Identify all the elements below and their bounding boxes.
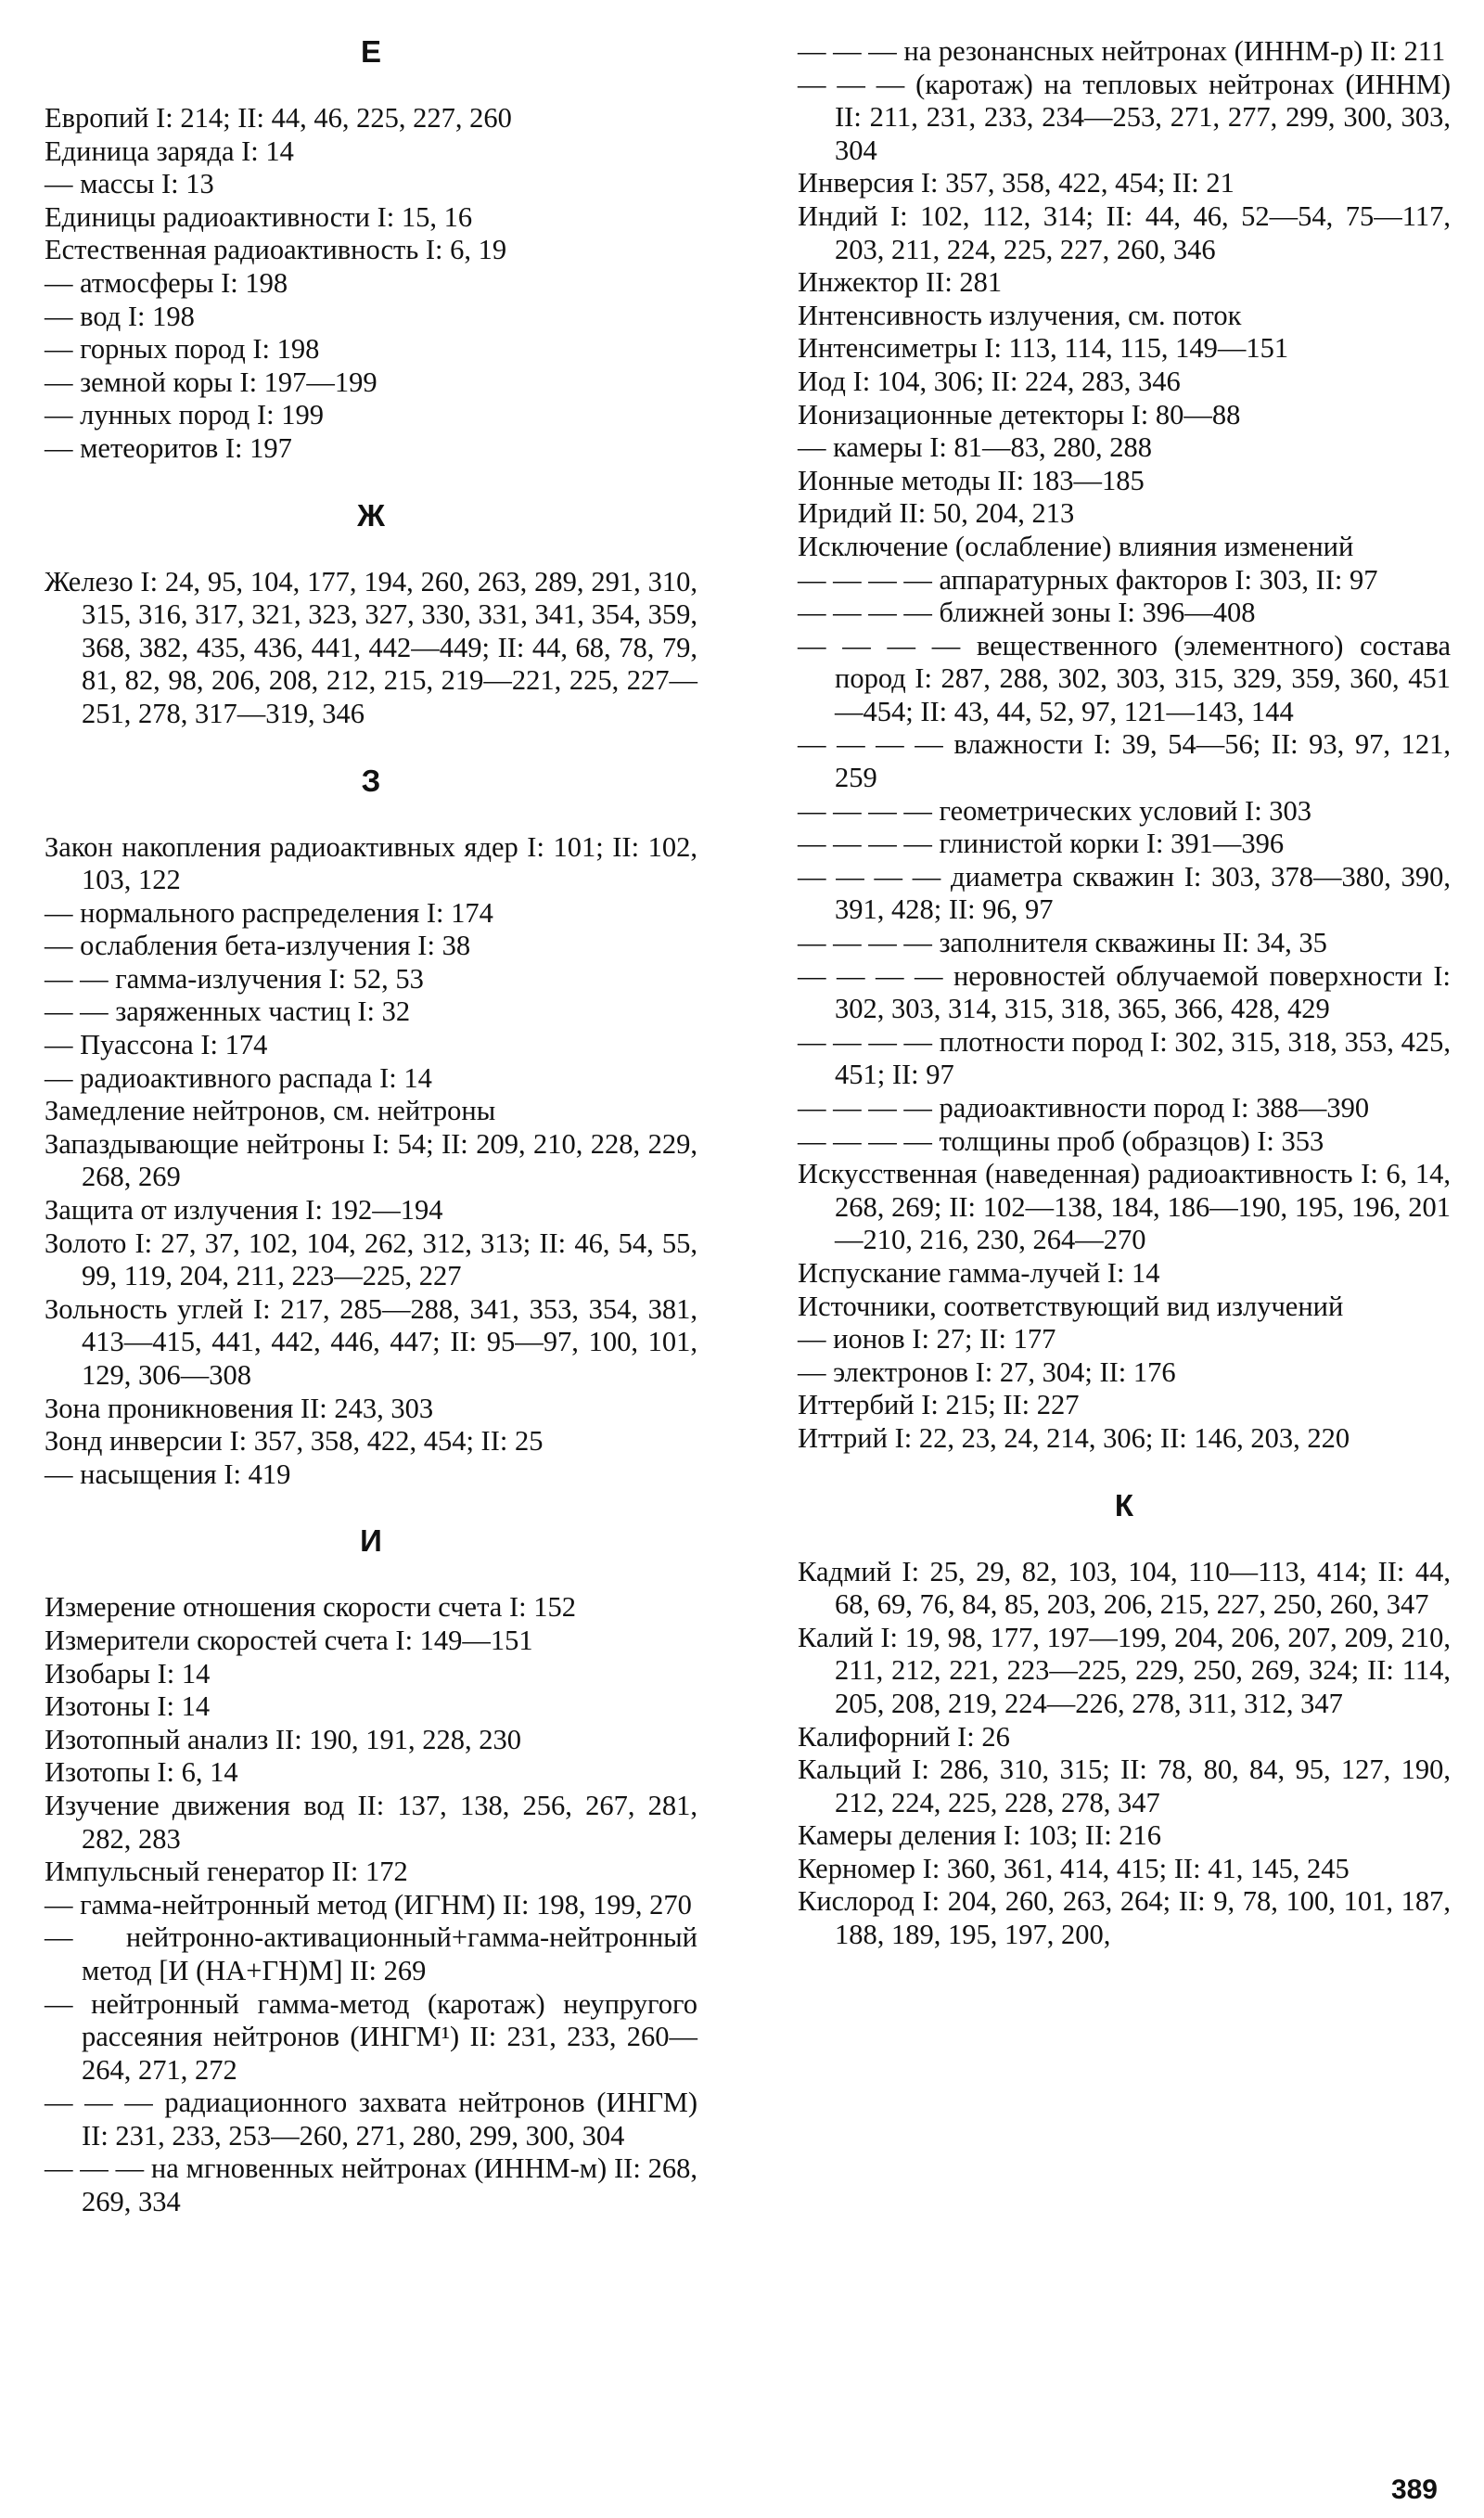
index-entry: Испускание гамма-лучей I: 14: [798, 1256, 1160, 1289]
index-entry: Зонд инверсии I: 357, 358, 422, 454; II: 25: [45, 1425, 544, 1458]
index-entry: — — — на резонансных нейтронах (ИННМ-р) II: 211: [798, 35, 1446, 67]
index-entry: Интенсиметры I: 113, 114, 115, 149—151: [798, 332, 1289, 365]
index-entry: — — гамма-излучения I: 52, 53: [45, 962, 424, 995]
index-entry: Индий I: 102, 112, 314; II: 44, 46, 52—54, 75—117, 203, 211, 224, 225, 227, 260, 346: [798, 199, 1451, 265]
index-entry: Измерение отношения скорости счета I: 152: [45, 1591, 576, 1624]
index-entry: Зона проникновения II: 243, 303: [45, 1392, 434, 1424]
index-entry: Зольность углей I: 217, 285—288, 341, 353, 354, 381, 413—415, 441, 442, 446, 447; II: 95—97, 100, 101, 129, 306—308: [45, 1292, 697, 1391]
index-entry: Кислород I: 204, 260, 263, 264; II: 9, 78, 100, 101, 187, 188, 189, 195, 197, 200,: [798, 1885, 1451, 1951]
index-entry: Импульсный генератор II: 172: [45, 1856, 408, 1888]
index-entry: — массы I: 13: [45, 168, 214, 200]
index-entry: Керномер I: 360, 361, 414, 415; II: 41, 145, 245: [798, 1852, 1350, 1884]
page-number: 389: [1390, 2474, 1438, 2505]
index-entry: — — — — вещественного (элементного) состава пород I: 287, 288, 302, 303, 315, 329, 359, 360, 451—454; II: 43, 44, 52, 97, 121—143, 144: [798, 629, 1451, 727]
index-entry: Инверсия I: 357, 358, 422, 454; II: 21: [798, 167, 1235, 199]
index-entry: Изобары I: 14: [45, 1657, 211, 1689]
index-entry: — радиоактивного распада I: 14: [45, 1061, 432, 1094]
index-entry: — — — — неровностей облучаемой поверхности I: 302, 303, 314, 315, 318, 365, 366, 428, 429: [798, 959, 1451, 1025]
index-entry: — — — — диаметра скважин I: 303, 378—380, 390, 391, 428; II: 96, 97: [798, 860, 1451, 926]
index-entry: — земной коры I: 197—199: [45, 366, 377, 398]
index-entry: — — — — радиоактивности пород I: 388—390: [798, 1092, 1370, 1124]
index-entry: — нейтронно-активационный+гамма-нейтронный метод [И (НА+ГН)М] II: 269: [45, 1921, 697, 1986]
left-column: [45, 35, 697, 2219]
index-entry: Изотоны I: 14: [45, 1690, 211, 1723]
index-entry: — — — (каротаж) на тепловых нейтронах (ИННМ) II: 211, 231, 233, 234—253, 271, 277, 299, 300, 303, 304: [798, 68, 1451, 166]
index-entry: Единицы радиоактивности I: 15, 16: [45, 200, 473, 233]
section-letter-heading: К: [1114, 1487, 1134, 1522]
index-entry: — — — — аппаратурных факторов I: 303, II: 97: [798, 563, 1378, 596]
index-entry: — вод I: 198: [45, 300, 195, 332]
index-entry: — атмосферы I: 198: [45, 266, 288, 299]
index-entry: Кальций I: 286, 310, 315; II: 78, 80, 84, 95, 127, 190, 212, 224, 225, 228, 278, 347: [798, 1754, 1451, 1818]
index-entry: Измерители скоростей счета I: 149—151: [45, 1624, 533, 1656]
index-entry: — электронов I: 27, 304; II: 176: [798, 1355, 1176, 1388]
index-entry: Запаздывающие нейтроны I: 54; II: 209, 210, 228, 229, 268, 269: [45, 1127, 697, 1193]
section-letter-heading: З: [361, 763, 381, 798]
index-entry: Замедление нейтронов, см. нейтроны: [45, 1095, 496, 1127]
index-entry: Источники, соответствующий вид излучений: [798, 1290, 1344, 1322]
index-entry: — Пуассона I: 174: [45, 1029, 268, 1061]
index-entry: — нейтронный гамма-метод (каротаж) неупругого рассеяния нейтронов (ИНГМ¹) II: 231, 233, 260—264, 271, 272: [45, 1987, 697, 2086]
index-entry: Ионные методы II: 183—185: [798, 464, 1145, 496]
index-entry: Золото I: 27, 37, 102, 104, 262, 312, 313; II: 46, 54, 55, 99, 119, 204, 211, 223—225, 227: [45, 1227, 697, 1292]
index-entry: — ионов I: 27; II: 177: [798, 1323, 1056, 1355]
index-entry: Калифорний I: 26: [798, 1720, 1010, 1753]
index-entry: Иридий II: 50, 204, 213: [798, 497, 1075, 530]
index-entry: Европий I: 214; II: 44, 46, 225, 227, 260: [45, 102, 512, 134]
index-entry: — — — — толщины проб (образцов) I: 353: [798, 1124, 1324, 1157]
index-entry: Закон накопления радиоактивных ядер I: 101; II: 102, 103, 122: [45, 830, 697, 896]
section-letter-heading: Е: [360, 34, 381, 69]
index-entry: — насыщения I: 419: [45, 1458, 291, 1490]
index-entry: — — — — плотности пород I: 302, 315, 318, 353, 425, 451; II: 97: [798, 1025, 1451, 1091]
index-entry: — лунных пород I: 199: [45, 399, 324, 431]
index-entry: Кадмий I: 25, 29, 82, 103, 104, 110—113, 414; II: 44, 68, 69, 76, 84, 85, 203, 206, 215, 227, 250, 260, 347: [798, 1555, 1451, 1621]
index-entry: — — — радиационного захвата нейтронов (ИНГМ) II: 231, 233, 253—260, 271, 280, 299, 300, 304: [45, 2087, 697, 2152]
index-entry: Изотопный анализ II: 190, 191, 228, 230: [45, 1723, 522, 1755]
index-entry: — — — на мгновенных нейтронах (ИННМ-м) II: 268, 269, 334: [45, 2152, 697, 2218]
right-column: [798, 35, 1451, 1952]
index-entry: — — — — геометрических условий I: 303: [798, 794, 1312, 827]
index-entry: Естественная радиоактивность I: 6, 19: [45, 234, 507, 266]
index-entry: Железо I: 24, 95, 104, 177, 194, 260, 263, 289, 291, 310, 315, 316, 317, 321, 323, 327, 330, 331, 341, 354, 359, 368, 382, 435, 436, 441, 442—449; II: 44, 68, 78, 79, 81, 82, 98, 206, 208, 212, 215, 219—221, 225, 227—251, 278, 317—319, 346: [45, 565, 697, 729]
index-entry: — — заряженных частиц I: 32: [45, 996, 411, 1028]
index-entry: Ионизационные детекторы I: 80—88: [798, 398, 1241, 430]
index-entry: Исключение (ослабление) влияния изменений: [798, 530, 1354, 562]
index-entry: — нормального распределения I: 174: [45, 896, 493, 929]
index-entry: Искусственная (наведенная) радиоактивность I: 6, 14, 268, 269; II: 102—138, 184, 186—190, 195, 196, 201—210, 216, 230, 264—270: [798, 1158, 1451, 1256]
index-entry: Камеры деления I: 103; II: 216: [798, 1819, 1162, 1852]
index-entry: — гамма-нейтронный метод (ИГНМ) II: 198, 199, 270: [45, 1888, 692, 1921]
index-entry: — камеры I: 81—83, 280, 288: [798, 431, 1152, 464]
index-entry: Калий I: 19, 98, 177, 197—199, 204, 206, 207, 209, 210, 211, 212, 221, 223—225, 229, 250, 269, 324; II: 114, 205, 208, 219, 224—226, 278, 311, 312, 347: [798, 1621, 1451, 1719]
index-entry: Интенсивность излучения, см. поток: [798, 299, 1242, 331]
index-entry: Защита от излучения I: 192—194: [45, 1194, 443, 1227]
index-entry: Иттрий I: 22, 23, 24, 214, 306; II: 146, 203, 220: [798, 1421, 1350, 1454]
index-entry: Иттербий I: 215; II: 227: [798, 1389, 1080, 1421]
index-entry: Инжектор II: 281: [798, 266, 1003, 299]
index-entry: Изучение движения вод II: 137, 138, 256, 267, 281, 282, 283: [45, 1789, 697, 1855]
index-entry: — — — — влажности I: 39, 54—56; II: 93, 97, 121, 259: [798, 728, 1451, 794]
section-letter-heading: И: [360, 1523, 382, 1559]
index-entry: — — — — глинистой корки I: 391—396: [798, 828, 1285, 860]
section-letter-heading: Ж: [357, 497, 385, 533]
index-entry: Иод I: 104, 306; II: 224, 283, 346: [798, 365, 1181, 397]
index-entry: Изотопы I: 6, 14: [45, 1756, 238, 1789]
index-entry: — — — — заполнителя скважины II: 34, 35: [798, 927, 1327, 959]
index-entry: — ослабления бета-излучения I: 38: [45, 930, 471, 962]
index-entry: Единица заряда I: 14: [45, 135, 294, 167]
index-entry: — горных пород I: 198: [45, 333, 320, 366]
index-entry: — — — — ближней зоны I: 396—408: [798, 597, 1256, 629]
index-entry: — метеоритов I: 197: [45, 431, 292, 464]
